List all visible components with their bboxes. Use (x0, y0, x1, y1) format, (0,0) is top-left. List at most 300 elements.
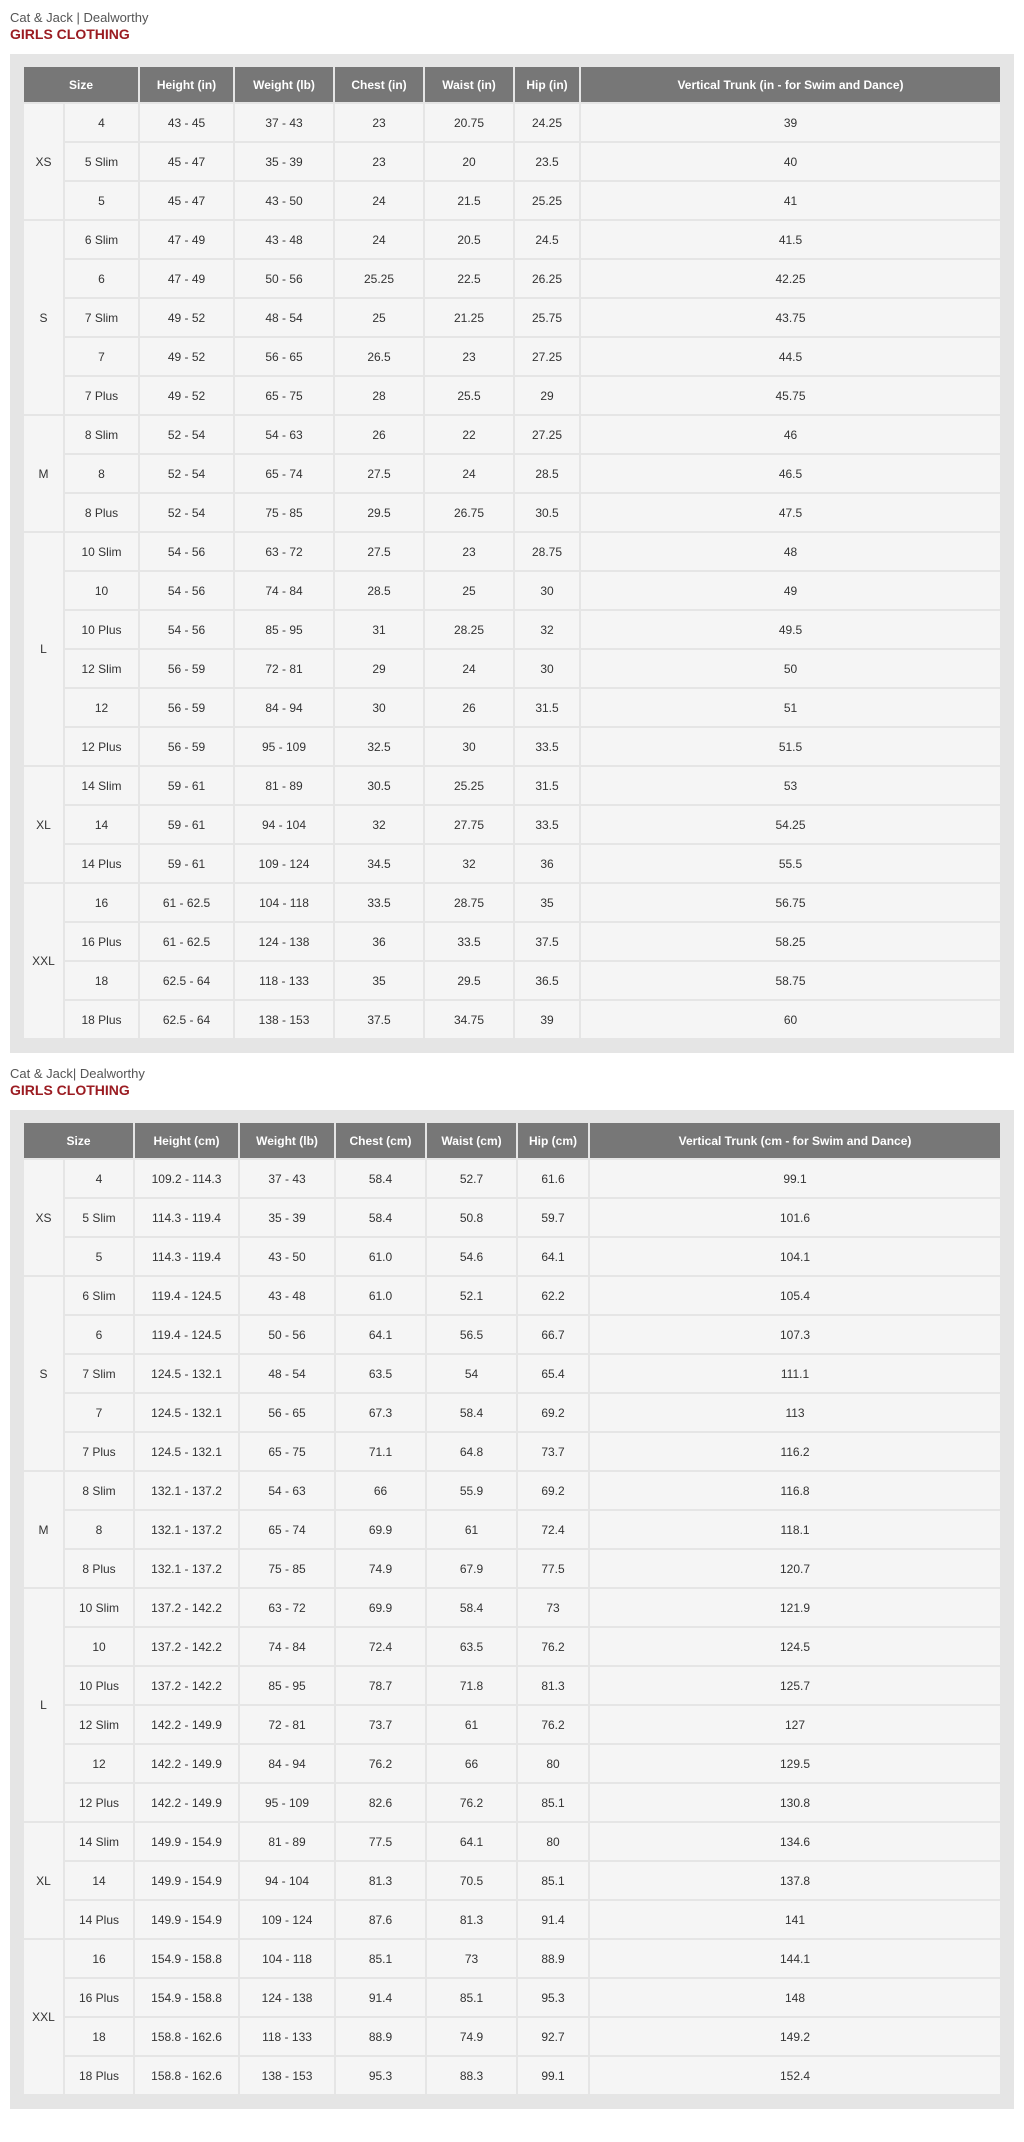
measurement-cell: 43 - 48 (235, 221, 333, 258)
table-row (24, 1901, 1000, 1938)
measurement-cell: 29 (515, 377, 579, 414)
column-header-size: Size (24, 67, 138, 102)
table-row (24, 1472, 1000, 1509)
column-header: Hip (cm) (518, 1123, 588, 1158)
measurement-cell: 148 (590, 1979, 1000, 2016)
measurement-cell: 137.2 - 142.2 (135, 1667, 238, 1704)
table-row (24, 767, 1000, 804)
size-table-inches (22, 65, 1002, 1040)
measurement-cell: 91.4 (518, 1901, 588, 1938)
measurement-cell: 54 - 56 (140, 611, 233, 648)
measurement-cell: 35 - 39 (240, 1199, 334, 1236)
measurement-cell: 32 (335, 806, 423, 843)
measurement-cell: 84 - 94 (240, 1745, 334, 1782)
measurement-cell: 40 (581, 143, 1000, 180)
column-header: Hip (in) (515, 67, 579, 102)
measurement-cell: 61.0 (336, 1238, 425, 1275)
measurement-cell: 64.1 (518, 1238, 588, 1275)
table-row (24, 260, 1000, 297)
measurement-cell: 127 (590, 1706, 1000, 1743)
measurement-cell: 72 - 81 (240, 1706, 334, 1743)
measurement-cell: 54 - 63 (240, 1472, 334, 1509)
measurement-cell: 72 - 81 (235, 650, 333, 687)
table-row (24, 689, 1000, 726)
measurement-cell: 25 (335, 299, 423, 336)
measurement-cell: 138 - 153 (235, 1001, 333, 1038)
size-chart-cm-section (0, 1053, 1024, 2109)
measurement-cell: 142.2 - 149.9 (135, 1706, 238, 1743)
measurement-cell: 142.2 - 149.9 (135, 1784, 238, 1821)
measurement-cell: 54 - 56 (140, 572, 233, 609)
size-cell: 7 (65, 338, 138, 375)
measurement-cell: 28.25 (425, 611, 513, 648)
measurement-cell: 65 - 74 (240, 1511, 334, 1548)
measurement-cell: 34.5 (335, 845, 423, 882)
measurement-cell: 53 (581, 767, 1000, 804)
measurement-cell: 116.8 (590, 1472, 1000, 1509)
size-group-label: S (24, 221, 63, 414)
measurement-cell: 28 (335, 377, 423, 414)
measurement-cell: 144.1 (590, 1940, 1000, 1977)
size-cell: 16 Plus (65, 923, 138, 960)
table-row (24, 221, 1000, 258)
measurement-cell: 85 - 95 (240, 1667, 334, 1704)
measurement-cell: 85.1 (518, 1784, 588, 1821)
measurement-cell: 109 - 124 (240, 1901, 334, 1938)
measurement-cell: 31 (335, 611, 423, 648)
measurement-cell: 66.7 (518, 1316, 588, 1353)
table-row (24, 1979, 1000, 2016)
table-row (24, 1862, 1000, 1899)
table-row (24, 1511, 1000, 1548)
measurement-cell: 63 - 72 (235, 533, 333, 570)
measurement-cell: 80 (518, 1745, 588, 1782)
measurement-cell: 119.4 - 124.5 (135, 1277, 238, 1314)
column-header: Chest (cm) (336, 1123, 425, 1158)
measurement-cell: 69.2 (518, 1394, 588, 1431)
measurement-cell: 81 - 89 (240, 1823, 334, 1860)
measurement-cell: 48 (581, 533, 1000, 570)
table-row (24, 2057, 1000, 2094)
size-cell: 12 Slim (65, 1706, 133, 1743)
measurement-cell: 94 - 104 (235, 806, 333, 843)
measurement-cell: 124 - 138 (235, 923, 333, 960)
measurement-cell: 33.5 (515, 806, 579, 843)
measurement-cell: 52.7 (427, 1160, 516, 1197)
size-cell: 14 Plus (65, 1901, 133, 1938)
measurement-cell: 124.5 (590, 1628, 1000, 1665)
measurement-cell: 88.9 (518, 1940, 588, 1977)
measurement-cell: 55.5 (581, 845, 1000, 882)
measurement-cell: 71.1 (336, 1433, 425, 1470)
measurement-cell: 119.4 - 124.5 (135, 1316, 238, 1353)
measurement-cell: 65 - 75 (240, 1433, 334, 1470)
measurement-cell: 56 - 59 (140, 728, 233, 765)
measurement-cell: 32 (425, 845, 513, 882)
measurement-cell: 49 - 52 (140, 299, 233, 336)
measurement-cell: 35 (335, 962, 423, 999)
measurement-cell: 137.8 (590, 1862, 1000, 1899)
measurement-cell: 149.2 (590, 2018, 1000, 2055)
measurement-cell: 101.6 (590, 1199, 1000, 1236)
measurement-cell: 61.0 (336, 1277, 425, 1314)
measurement-cell: 81.3 (518, 1667, 588, 1704)
size-cell: 10 Plus (65, 611, 138, 648)
measurement-cell: 52.1 (427, 1277, 516, 1314)
table-row (24, 2018, 1000, 2055)
measurement-cell: 121.9 (590, 1589, 1000, 1626)
measurement-cell: 61 - 62.5 (140, 884, 233, 921)
measurement-cell: 36 (515, 845, 579, 882)
measurement-cell: 27.5 (335, 455, 423, 492)
table-row (24, 845, 1000, 882)
measurement-cell: 37.5 (335, 1001, 423, 1038)
measurement-cell: 132.1 - 137.2 (135, 1550, 238, 1587)
measurement-cell: 34.75 (425, 1001, 513, 1038)
measurement-cell: 85.1 (518, 1862, 588, 1899)
measurement-cell: 105.4 (590, 1277, 1000, 1314)
measurement-cell: 26 (425, 689, 513, 726)
measurement-cell: 25.75 (515, 299, 579, 336)
size-cell: 12 Slim (65, 650, 138, 687)
size-cell: 5 Slim (65, 143, 138, 180)
measurement-cell: 75 - 85 (235, 494, 333, 531)
table-row (24, 299, 1000, 336)
measurement-cell: 39 (515, 1001, 579, 1038)
measurement-cell: 63.5 (336, 1355, 425, 1392)
measurement-cell: 36.5 (515, 962, 579, 999)
size-group-label: M (24, 416, 63, 531)
table-row (24, 1355, 1000, 1392)
size-cell: 6 (65, 260, 138, 297)
measurement-cell: 158.8 - 162.6 (135, 2018, 238, 2055)
measurement-cell: 41.5 (581, 221, 1000, 258)
table-row (24, 494, 1000, 531)
measurement-cell: 39 (581, 104, 1000, 141)
table-row (24, 182, 1000, 219)
measurement-cell: 30 (425, 728, 513, 765)
measurement-cell: 24 (425, 455, 513, 492)
measurement-cell: 61 - 62.5 (140, 923, 233, 960)
measurement-cell: 48 - 54 (240, 1355, 334, 1392)
measurement-cell: 56.5 (427, 1316, 516, 1353)
table-row (24, 572, 1000, 609)
measurement-cell: 72.4 (336, 1628, 425, 1665)
measurement-cell: 48 - 54 (235, 299, 333, 336)
measurement-cell: 23.5 (515, 143, 579, 180)
size-group-label: L (24, 1589, 63, 1821)
measurement-cell: 81.3 (427, 1901, 516, 1938)
measurement-cell: 49 - 52 (140, 338, 233, 375)
size-table-panel (10, 1110, 1014, 2109)
measurement-cell: 92.7 (518, 2018, 588, 2055)
size-cell: 6 Slim (65, 221, 138, 258)
measurement-cell: 73.7 (336, 1706, 425, 1743)
measurement-cell: 114.3 - 119.4 (135, 1199, 238, 1236)
column-header: Height (in) (140, 67, 233, 102)
table-row (24, 143, 1000, 180)
measurement-cell: 87.6 (336, 1901, 425, 1938)
measurement-cell: 66 (336, 1472, 425, 1509)
table-row (24, 455, 1000, 492)
measurement-cell: 82.6 (336, 1784, 425, 1821)
measurement-cell: 132.1 - 137.2 (135, 1472, 238, 1509)
size-table-panel (10, 54, 1014, 1053)
measurement-cell: 111.1 (590, 1355, 1000, 1392)
measurement-cell: 78.7 (336, 1667, 425, 1704)
measurement-cell: 24 (335, 182, 423, 219)
measurement-cell: 20 (425, 143, 513, 180)
size-cell: 8 Plus (65, 494, 138, 531)
measurement-cell: 27.5 (335, 533, 423, 570)
measurement-cell: 77.5 (518, 1550, 588, 1587)
measurement-cell: 124 - 138 (240, 1979, 334, 2016)
size-cell: 8 Slim (65, 416, 138, 453)
measurement-cell: 26.5 (335, 338, 423, 375)
measurement-cell: 31.5 (515, 689, 579, 726)
column-header: Weight (lb) (235, 67, 333, 102)
measurement-cell: 29 (335, 650, 423, 687)
measurement-cell: 74 - 84 (235, 572, 333, 609)
measurement-cell: 25 (425, 572, 513, 609)
measurement-cell: 72.4 (518, 1511, 588, 1548)
column-header: Waist (cm) (427, 1123, 516, 1158)
measurement-cell: 75 - 85 (240, 1550, 334, 1587)
measurement-cell: 58.25 (581, 923, 1000, 960)
measurement-cell: 31.5 (515, 767, 579, 804)
measurement-cell: 132.1 - 137.2 (135, 1511, 238, 1548)
measurement-cell: 56 - 65 (235, 338, 333, 375)
size-group-label: M (24, 1472, 63, 1587)
table-row (24, 1238, 1000, 1275)
measurement-cell: 85.1 (336, 1940, 425, 1977)
size-cell: 10 (65, 1628, 133, 1665)
column-header: Weight (lb) (240, 1123, 334, 1158)
measurement-cell: 54 (427, 1355, 516, 1392)
measurement-cell: 69.9 (336, 1589, 425, 1626)
measurement-cell: 56 - 59 (140, 689, 233, 726)
measurement-cell: 35 - 39 (235, 143, 333, 180)
size-cell: 7 Slim (65, 299, 138, 336)
measurement-cell: 49 - 52 (140, 377, 233, 414)
measurement-cell: 138 - 153 (240, 2057, 334, 2094)
measurement-cell: 54 - 56 (140, 533, 233, 570)
measurement-cell: 61 (427, 1706, 516, 1743)
column-header: Vertical Trunk (in - for Swim and Dance) (581, 67, 1000, 102)
measurement-cell: 85 - 95 (235, 611, 333, 648)
measurement-cell: 26 (335, 416, 423, 453)
measurement-cell: 22.5 (425, 260, 513, 297)
measurement-cell: 45 - 47 (140, 182, 233, 219)
table-row (24, 1316, 1000, 1353)
size-cell: 5 Slim (65, 1199, 133, 1236)
brand-label: Cat & Jack | Dealworthy (10, 10, 149, 25)
measurement-cell: 99.1 (518, 2057, 588, 2094)
measurement-cell: 107.3 (590, 1316, 1000, 1353)
measurement-cell: 56 - 59 (140, 650, 233, 687)
measurement-cell: 69.9 (336, 1511, 425, 1548)
size-table-cm (22, 1121, 1002, 2096)
measurement-cell: 54.25 (581, 806, 1000, 843)
size-cell: 12 Plus (65, 1784, 133, 1821)
measurement-cell: 49.5 (581, 611, 1000, 648)
size-group-label: XS (24, 1160, 63, 1275)
measurement-cell: 149.9 - 154.9 (135, 1901, 238, 1938)
measurement-cell: 44.5 (581, 338, 1000, 375)
size-group-label: XXL (24, 1940, 63, 2094)
table-row (24, 650, 1000, 687)
table-row (24, 1199, 1000, 1236)
measurement-cell: 43 - 48 (240, 1277, 334, 1314)
measurement-cell: 54.6 (427, 1238, 516, 1275)
measurement-cell: 25.25 (425, 767, 513, 804)
measurement-cell: 84 - 94 (235, 689, 333, 726)
measurement-cell: 46.5 (581, 455, 1000, 492)
size-group-label: XS (24, 104, 63, 219)
measurement-cell: 95 - 109 (240, 1784, 334, 1821)
measurement-cell: 27.25 (515, 338, 579, 375)
measurement-cell: 80 (518, 1823, 588, 1860)
measurement-cell: 30 (335, 689, 423, 726)
size-cell: 10 Plus (65, 1667, 133, 1704)
measurement-cell: 134.6 (590, 1823, 1000, 1860)
size-cell: 7 Plus (65, 1433, 133, 1470)
measurement-cell: 47 - 49 (140, 221, 233, 258)
measurement-cell: 45 - 47 (140, 143, 233, 180)
table-row (24, 1823, 1000, 1860)
measurement-cell: 60 (581, 1001, 1000, 1038)
measurement-cell: 124.5 - 132.1 (135, 1394, 238, 1431)
measurement-cell: 33.5 (515, 728, 579, 765)
measurement-cell: 104 - 118 (235, 884, 333, 921)
measurement-cell: 43.75 (581, 299, 1000, 336)
measurement-cell: 61.6 (518, 1160, 588, 1197)
column-header: Height (cm) (135, 1123, 238, 1158)
size-cell: 12 (65, 689, 138, 726)
measurement-cell: 154.9 - 158.8 (135, 1979, 238, 2016)
measurement-cell: 47.5 (581, 494, 1000, 531)
size-group-label: S (24, 1277, 63, 1470)
size-cell: 4 (65, 1160, 133, 1197)
measurement-cell: 76.2 (336, 1745, 425, 1782)
measurement-cell: 88.9 (336, 2018, 425, 2055)
table-row (24, 104, 1000, 141)
measurement-cell: 149.9 - 154.9 (135, 1823, 238, 1860)
measurement-cell: 52 - 54 (140, 494, 233, 531)
measurement-cell: 23 (335, 143, 423, 180)
measurement-cell: 67.3 (336, 1394, 425, 1431)
size-cell: 18 Plus (65, 1001, 138, 1038)
measurement-cell: 65 - 75 (235, 377, 333, 414)
size-cell: 8 (65, 1511, 133, 1548)
size-cell: 5 (65, 182, 138, 219)
measurement-cell: 24 (335, 221, 423, 258)
brand-label: Cat & Jack| Dealworthy (10, 1066, 145, 1081)
measurement-cell: 37 - 43 (240, 1160, 334, 1197)
size-cell: 10 (65, 572, 138, 609)
measurement-cell: 74.9 (336, 1550, 425, 1587)
size-cell: 16 Plus (65, 1979, 133, 2016)
measurement-cell: 81.3 (336, 1862, 425, 1899)
measurement-cell: 120.7 (590, 1550, 1000, 1587)
measurement-cell: 21.25 (425, 299, 513, 336)
measurement-cell: 64.8 (427, 1433, 516, 1470)
column-header-size: Size (24, 1123, 133, 1158)
measurement-cell: 59 - 61 (140, 845, 233, 882)
measurement-cell: 32.5 (335, 728, 423, 765)
measurement-cell: 23 (335, 104, 423, 141)
measurement-cell: 55.9 (427, 1472, 516, 1509)
size-group-label: L (24, 533, 63, 765)
table-row (24, 533, 1000, 570)
measurement-cell: 76.2 (427, 1784, 516, 1821)
measurement-cell: 74.9 (427, 2018, 516, 2055)
measurement-cell: 23 (425, 338, 513, 375)
measurement-cell: 51 (581, 689, 1000, 726)
size-cell: 7 (65, 1394, 133, 1431)
measurement-cell: 130.8 (590, 1784, 1000, 1821)
measurement-cell: 91.4 (336, 1979, 425, 2016)
size-cell: 16 (65, 884, 138, 921)
measurement-cell: 29.5 (335, 494, 423, 531)
measurement-cell: 67.9 (427, 1550, 516, 1587)
table-row (24, 962, 1000, 999)
measurement-cell: 99.1 (590, 1160, 1000, 1197)
measurement-cell: 29.5 (425, 962, 513, 999)
measurement-cell: 43 - 50 (240, 1238, 334, 1275)
table-row (24, 1940, 1000, 1977)
section-title: GIRLS CLOTHING (10, 26, 130, 42)
measurement-cell: 37 - 43 (235, 104, 333, 141)
measurement-cell: 58.4 (336, 1199, 425, 1236)
measurement-cell: 32 (515, 611, 579, 648)
measurement-cell: 88.3 (427, 2057, 516, 2094)
measurement-cell: 56.75 (581, 884, 1000, 921)
measurement-cell: 46 (581, 416, 1000, 453)
measurement-cell: 69.2 (518, 1472, 588, 1509)
table-row (24, 728, 1000, 765)
measurement-cell: 149.9 - 154.9 (135, 1862, 238, 1899)
measurement-cell: 59 - 61 (140, 767, 233, 804)
measurement-cell: 66 (427, 1745, 516, 1782)
table-row (24, 884, 1000, 921)
measurement-cell: 152.4 (590, 2057, 1000, 2094)
measurement-cell: 114.3 - 119.4 (135, 1238, 238, 1275)
measurement-cell: 118 - 133 (235, 962, 333, 999)
measurement-cell: 59.7 (518, 1199, 588, 1236)
measurement-cell: 54 - 63 (235, 416, 333, 453)
table-header-row (24, 1123, 1000, 1158)
measurement-cell: 94 - 104 (240, 1862, 334, 1899)
size-cell: 10 Slim (65, 1589, 133, 1626)
measurement-cell: 64.1 (336, 1316, 425, 1353)
measurement-cell: 49 (581, 572, 1000, 609)
table-row (24, 611, 1000, 648)
measurement-cell: 33.5 (335, 884, 423, 921)
size-cell: 12 (65, 1745, 133, 1782)
measurement-cell: 24 (425, 650, 513, 687)
measurement-cell: 27.75 (425, 806, 513, 843)
measurement-cell: 73 (518, 1589, 588, 1626)
table-row (24, 1784, 1000, 1821)
measurement-cell: 95.3 (336, 2057, 425, 2094)
table-row (24, 923, 1000, 960)
measurement-cell: 21.5 (425, 182, 513, 219)
measurement-cell: 77.5 (336, 1823, 425, 1860)
measurement-cell: 124.5 - 132.1 (135, 1355, 238, 1392)
measurement-cell: 50.8 (427, 1199, 516, 1236)
measurement-cell: 30.5 (335, 767, 423, 804)
